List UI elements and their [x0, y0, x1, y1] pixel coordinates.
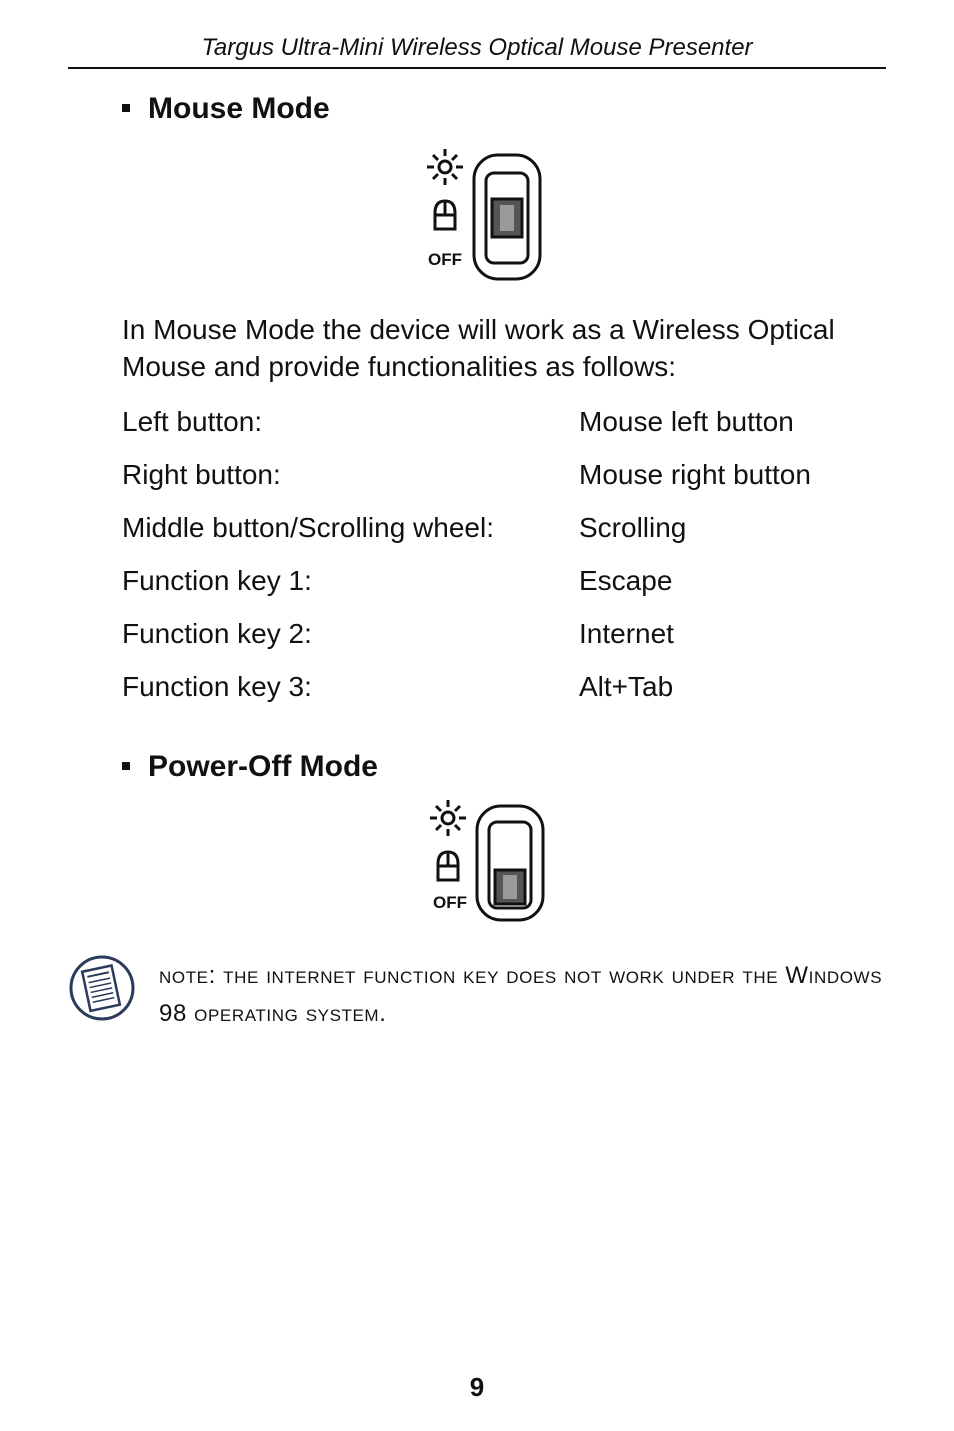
function-key: Function key 1:: [122, 565, 312, 596]
power-off-switch-diagram: [426, 796, 556, 932]
function-key: Function key 3:: [122, 671, 312, 702]
power-off-mode-heading: [122, 750, 378, 784]
bullet-icon: [122, 762, 130, 770]
mouse-mode-heading-text: Mouse Mode: [148, 92, 330, 125]
mouse-mode-heading: [122, 92, 330, 126]
page-number: 9: [469, 1372, 485, 1402]
power-off-mode-heading-text: Power-Off Mode: [148, 750, 378, 783]
function-value: Scrolling: [579, 512, 687, 543]
running-header: Targus Ultra-Mini Wireless Optical Mouse Presenter: [201, 34, 753, 61]
mouse-icon: [438, 852, 458, 880]
mouse-icon: [435, 201, 455, 229]
function-key: Left button:: [122, 406, 263, 437]
off-label: OFF: [428, 250, 462, 269]
function-value: Mouse right button: [579, 459, 811, 490]
note-text: note: the internet function key does not work under the Windows 98 operating system.: [159, 962, 883, 1027]
function-key: Right button:: [122, 459, 281, 490]
off-label: OFF: [433, 893, 467, 912]
function-value: Escape: [579, 565, 673, 596]
light-icon: [427, 149, 463, 185]
function-value: Internet: [579, 618, 674, 649]
function-value: Alt+Tab: [579, 671, 674, 702]
function-key: Function key 2:: [122, 618, 312, 649]
notepad-icon: [68, 954, 136, 1022]
mouse-mode-intro: In Mouse Mode the device will work as a Wireless Optical Mouse and provide functionalities as follows:: [122, 314, 835, 382]
bullet-icon: [122, 104, 130, 112]
function-key: Middle button/Scrolling wheel:: [122, 512, 494, 543]
function-value: Mouse left button: [579, 406, 794, 437]
light-icon: [430, 800, 466, 836]
mouse-mode-switch-diagram: [423, 145, 553, 281]
header-rule: [68, 67, 886, 69]
